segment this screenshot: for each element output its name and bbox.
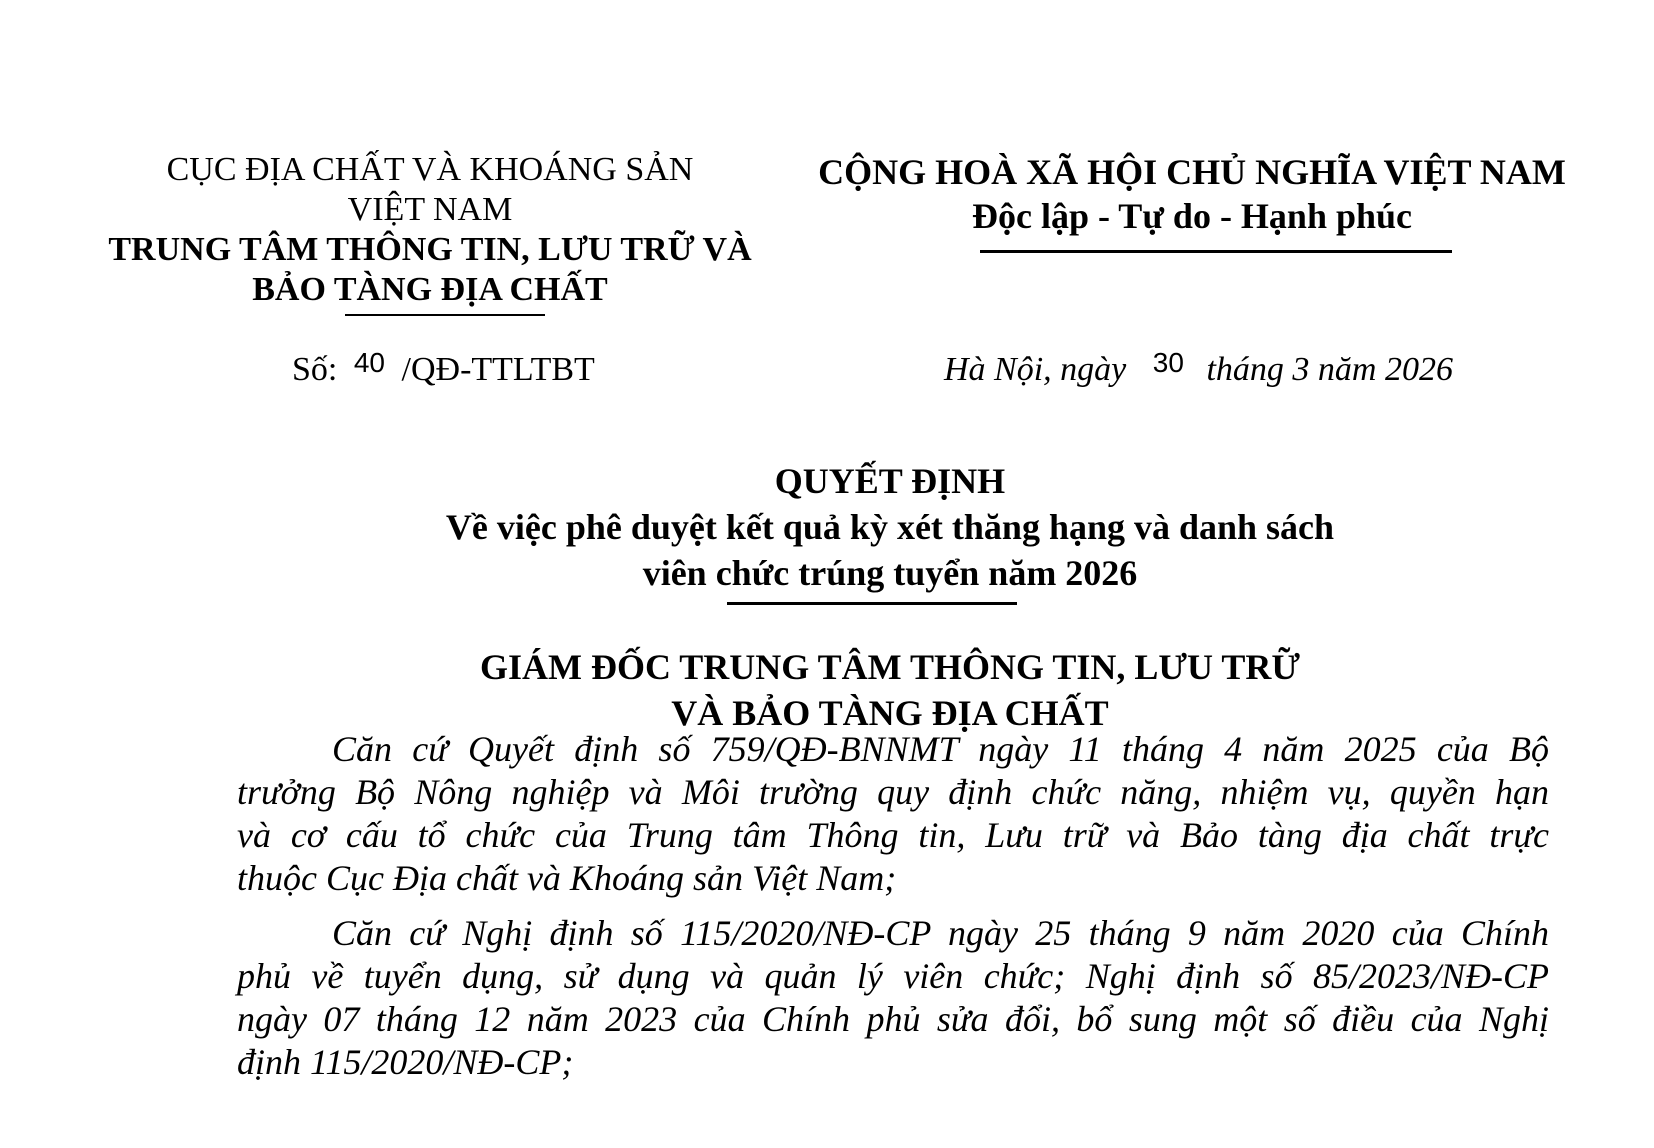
national-motto-block xyxy=(812,150,1572,238)
country-name: CỘNG HOÀ XÃ HỘI CHỦ NGHĨA VIỆT NAM xyxy=(818,152,1566,192)
decision-heading: QUYẾT ĐỊNH xyxy=(774,461,1006,501)
date-day: 30 xyxy=(1152,347,1184,378)
paragraph-2-line-1: Căn cứ Nghị định số 115/2020/NĐ-CP ngày 25 tháng 9 năm 2020 của Chính xyxy=(332,913,1549,953)
paragraph-2-line-3: ngày 07 tháng 12 năm 2023 của Chính phủ sửa đổi, bổ sung một số điều của Nghị xyxy=(237,999,1549,1039)
agency-parent-line2: VIỆT NAM xyxy=(347,191,513,228)
authority-block xyxy=(380,644,1400,736)
title-underline xyxy=(727,602,1017,605)
authority-line2: VÀ BẢO TÀNG ĐỊA CHẤT xyxy=(671,693,1109,733)
agency-underline xyxy=(345,314,545,316)
authority-line1: GIÁM ĐỐC TRUNG TÂM THÔNG TIN, LƯU TRỮ xyxy=(479,647,1301,687)
document-number xyxy=(292,347,595,391)
motto-underline xyxy=(980,250,1452,253)
paragraph-2-line-4: định 115/2020/NĐ-CP; xyxy=(237,1042,574,1082)
date-suffix: tháng 3 năm 2026 xyxy=(1206,351,1453,388)
decision-subtitle-line1: Về việc phê duyệt kết quả kỳ xét thăng hạng và danh sách xyxy=(445,507,1335,547)
agency-name-line1: TRUNG TÂM THÔNG TIN, LƯU TRỮ VÀ xyxy=(108,231,752,268)
paragraph-1-line-1: Căn cứ Quyết định số 759/QĐ-BNNMT ngày 11 tháng 4 năm 2025 của Bộ xyxy=(332,729,1549,769)
document-number-suffix: /QĐ-TTLTBT xyxy=(401,351,595,388)
paragraph-1-line-3: và cơ cấu tổ chức của Trung tâm Thông tin, Lưu trữ và Bảo tàng địa chất trực xyxy=(237,815,1549,855)
agency-parent-line1: CỤC ĐỊA CHẤT VÀ KHOÁNG SẢN xyxy=(166,151,694,188)
document-date xyxy=(944,347,1453,391)
paragraph-1-line-2: trưởng Bộ Nông nghiệp và Môi trường quy định chức năng, nhiệm vụ, quyền hạn xyxy=(237,772,1549,812)
paragraph-2-line-2: phủ về tuyển dụng, sử dụng và quản lý viên chức; Nghị định số 85/2023/NĐ-CP xyxy=(237,956,1549,996)
document-number-value: 40 xyxy=(353,347,386,378)
paragraph-1-line-4: thuộc Cục Địa chất và Khoáng sản Việt Nam; xyxy=(237,858,897,898)
date-prefix: Hà Nội, ngày xyxy=(944,351,1127,388)
motto: Độc lập - Tự do - Hạnh phúc xyxy=(971,196,1413,236)
issuing-agency-block xyxy=(80,150,780,310)
decision-subtitle-line2: viên chức trúng tuyển năm 2026 xyxy=(642,553,1138,593)
decision-title-block xyxy=(380,458,1400,596)
document-number-prefix: Số: xyxy=(292,351,338,388)
agency-name-line2: BẢO TÀNG ĐỊA CHẤT xyxy=(252,271,608,308)
